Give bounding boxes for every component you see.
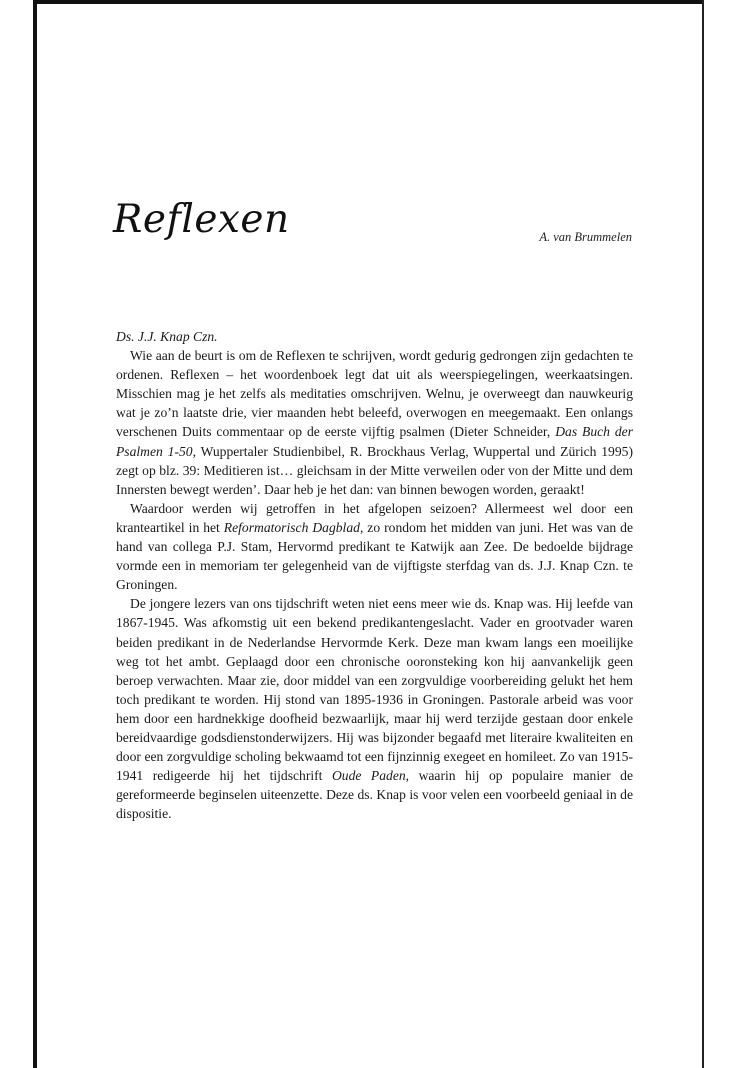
article-body	[116, 327, 633, 823]
page-top-border	[33, 0, 704, 4]
paragraph-text: Waardoor werden wij getroffen in het afgelopen seizoen? Allermeest wel door een kranteartikel in het	[116, 500, 633, 535]
paragraph-text: , zo rondom het midden van juni. Het was van de hand van collega P.J. Stam, Hervormd predikant te Katwijk aan Zee. De bedoelde bijdrage vormde een in memoriam ter gelegenheid van de vijftigste sterfdag van ds. J.J. Knap Czn. te Groningen.	[116, 519, 633, 593]
book-title: Das Buch der Psalmen 1-50	[116, 424, 633, 459]
paragraph-3	[116, 594, 633, 823]
chapter-author: A. van Brummelen	[539, 230, 632, 244]
paragraph-2	[116, 499, 633, 594]
page-right-border	[702, 0, 704, 1068]
subject-heading: Ds. J.J. Knap Czn.	[116, 329, 218, 344]
paragraph-text: De jongere lezers van ons tijdschrift weten niet eens meer wie ds. Knap was. Hij leefde van 1867-1945. Was afkomstig uit een bekend predikantengeslacht. Vader en grootvader waren beiden predikant in de Nederlandse Hervormde Kerk. Deze man kwam langs een moeilijke weg tot het ambt. Geplaagd door een chronische ooronsteking kon hij aanvankelijk geen beroep verwachten. Maar zie, door middel van een zorgvuldige voorbereiding gelukt het hem toch predikant te worden. Hij stond van 1895-1936 in Groningen. Pastorale arbeid was voor hem door een hardnekkige doofheid bezwaarlijk, maar hij werd terzijde gestaan door enkele bereidvaardige godsdienstonderwijzers. Hij was bijzonder begaafd met literaire kwaliteiten en door een zorgvuldige scholing bekwaamd tot een fijnzinnig exegeet en homileet. Zo van 1915-1941 redigeerde hij het tijdschrift	[116, 596, 633, 784]
paragraph-text: , waarin hij op populaire manier de gereformeerde beginselen uiteenzette. Deze ds. Knap is voor velen een voorbeeld geniaal in de dispositie.	[116, 768, 633, 822]
paragraph-text: Wie aan de beurt is om de Reflexen te schrijven, wordt gedurig gedrongen zijn gedachten te ordenen. Reflexen – het woordenboek legt dat uit als weerspiegelingen, weerkaatsingen. Misschien mag je het zelfs als meditaties omschrijven. Welnu, je overweegt dan nauwkeurig wat je zo’n laatste drie, vier maanden hebt beleefd, overwogen en meegemaakt. Een onlangs verschenen Duits commentaar op de eerste vijftig psalmen (Dieter Schneider,	[116, 348, 633, 440]
newspaper-title: Reformatorisch Dagblad	[223, 519, 360, 535]
paragraph-text: , Wuppertaler Studienbibel, R. Brockhaus Verlag, Wuppertal und Zürich 1995) zegt op blz. 39: Meditieren ist… gleichsam in der Mitte verweilen oder von der Mitte und dem Innersten bewegt werden’. Daar heb je het dan: van binnen bewogen worden, geraakt!	[116, 443, 633, 497]
chapter-title: Reflexen	[113, 197, 290, 242]
paragraph-1	[116, 346, 633, 499]
page-left-border	[33, 0, 37, 1068]
journal-title: Oude Paden	[331, 768, 406, 784]
